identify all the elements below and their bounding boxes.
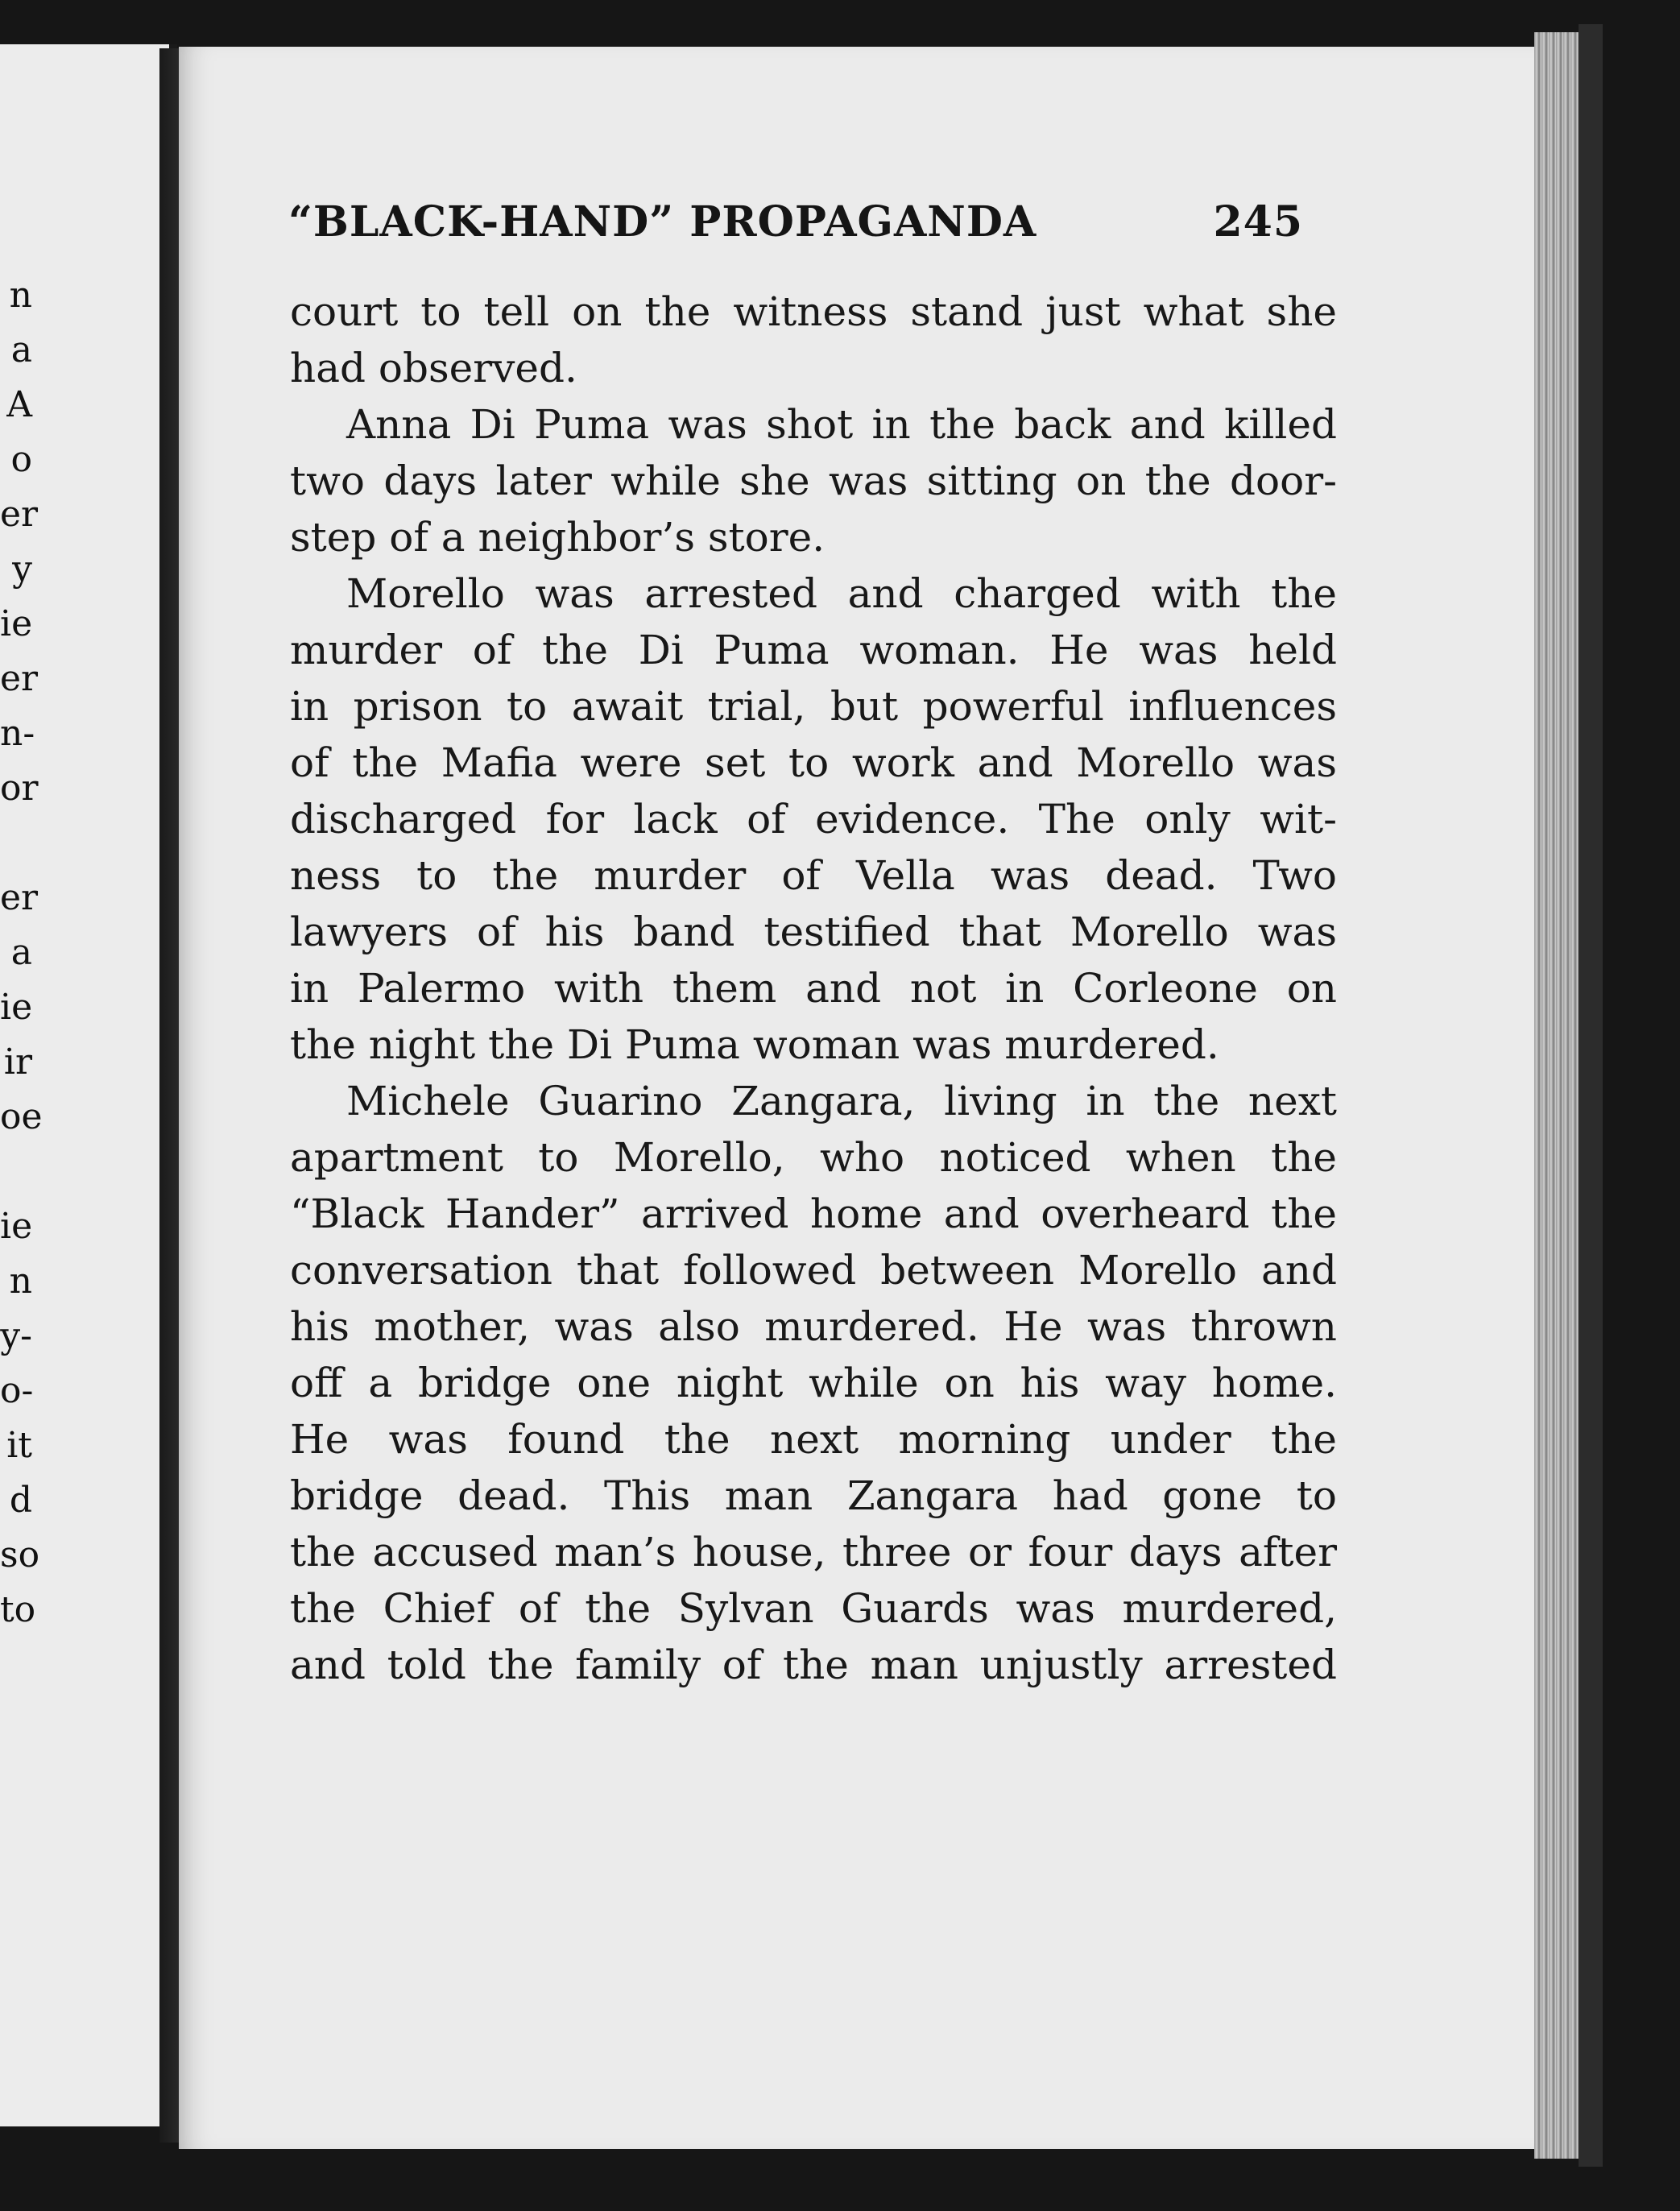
- facing-page-letter: a: [10, 329, 32, 371]
- facing-page-letter: d: [9, 1480, 32, 1521]
- facing-page-letter: oe: [0, 1096, 43, 1137]
- text-line: He was found the next morning under the: [290, 1416, 1337, 1463]
- facing-page-letter: er: [0, 494, 39, 535]
- facing-page-letter: or: [0, 768, 39, 809]
- text-line: court to tell on the witness stand just what she: [290, 288, 1337, 335]
- text-line: Michele Guarino Zangara, living in the next: [346, 1078, 1337, 1124]
- text-line: ness to the murder of Vella was dead. Two: [290, 852, 1337, 899]
- page-number: 245: [1213, 197, 1303, 246]
- text-line: step of a neighbor’s store.: [290, 514, 826, 561]
- page-edge-shadow: [1579, 24, 1603, 2167]
- text-line: off a bridge one night while on his way home.: [290, 1360, 1337, 1406]
- facing-page-letter: n: [9, 1261, 32, 1302]
- facing-page-letter: o-: [0, 1370, 34, 1411]
- text-line: in prison to await trial, but powerful influences: [290, 683, 1337, 730]
- facing-page-letter: a: [10, 932, 32, 973]
- facing-page-letter: o: [10, 439, 32, 480]
- text-line: and told the family of the man unjustly arrested: [290, 1642, 1337, 1688]
- text-line: murder of the Di Puma woman. He was held: [290, 627, 1337, 673]
- text-line: conversation that followed between Morello and: [290, 1247, 1337, 1294]
- text-line: of the Mafia were set to work and Morello was: [290, 739, 1337, 786]
- body-text: [290, 284, 1337, 1693]
- text-line: lawyers of his band testified that Morello was: [290, 909, 1337, 955]
- book-gutter: [159, 48, 180, 2143]
- facing-page-letter: y-: [0, 1315, 32, 1356]
- facing-page-letter: it: [6, 1425, 32, 1466]
- page-edges: [1534, 32, 1583, 2159]
- text-line: the Chief of the Sylvan Guards was murdered,: [290, 1585, 1337, 1632]
- facing-page-letter: n: [9, 275, 32, 316]
- facing-page-letter: ie: [0, 1206, 33, 1247]
- text-line: two days later while she was sitting on the door-: [290, 458, 1337, 504]
- text-line: Anna Di Puma was shot in the back and killed: [346, 401, 1337, 448]
- text-line: in Palermo with them and not in Corleone on: [290, 965, 1337, 1012]
- text-line: had observed.: [290, 345, 577, 391]
- running-header: [288, 197, 1303, 262]
- facing-page-letter: so: [0, 1534, 40, 1575]
- facing-page-letter: ie: [0, 603, 33, 644]
- text-line: the night the Di Puma woman was murdered.: [290, 1021, 1219, 1068]
- text-line: “Black Hander” arrived home and overheard the: [290, 1190, 1337, 1237]
- facing-page-letter: er: [0, 658, 39, 699]
- running-title: “BLACK-HAND” PROPAGANDA: [288, 197, 1037, 246]
- facing-page-letter: n-: [0, 713, 35, 754]
- facing-page-letter: y: [12, 549, 32, 590]
- text-line: discharged for lack of evidence. The only wit-: [290, 796, 1337, 843]
- facing-page-letter: A: [6, 384, 32, 425]
- facing-page-letter: er: [0, 877, 39, 918]
- facing-page-letter: to: [0, 1589, 36, 1630]
- text-line: the accused man’s house, three or four days after: [290, 1529, 1337, 1575]
- facing-page-fragment: [0, 44, 177, 2126]
- facing-page-letter: ir: [3, 1041, 32, 1083]
- text-line: bridge dead. This man Zangara had gone to: [290, 1472, 1337, 1519]
- text-line: apartment to Morello, who noticed when the: [290, 1134, 1337, 1181]
- text-line: Morello was arrested and charged with the: [346, 570, 1337, 617]
- text-line: his mother, was also murdered. He was thrown: [290, 1303, 1337, 1350]
- facing-page-letter: ie: [0, 987, 33, 1028]
